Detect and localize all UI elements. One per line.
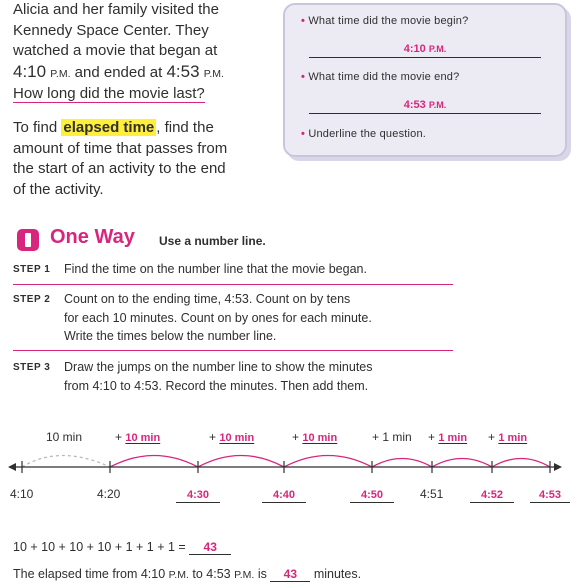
sum-equation: 10 + 10 + 10 + 10 + 1 + 1 + 1 = 43: [13, 540, 231, 555]
tick-label-blank[interactable]: 4:53: [530, 489, 570, 503]
jump-label-1: 10 min: [46, 430, 83, 444]
step-divider: [13, 350, 453, 351]
question-2: • What time did the movie end?: [301, 71, 460, 83]
one-way-icon: [17, 229, 39, 251]
jump-label-6: + 1 min: [428, 430, 468, 444]
problem-text: [13, 0, 273, 105]
step-1-label: STEP 1: [13, 264, 51, 275]
conclusion-sentence: The elapsed time from 4:10 P.M. to 4:53 P.M. is 43 minutes.: [13, 567, 362, 581]
tick-label: 4:10: [10, 487, 34, 501]
step-1-text: Find the time on the number line that the movie began.: [64, 262, 367, 276]
one-way-title: One Way: [50, 226, 135, 248]
bullet-icon: •: [301, 128, 306, 140]
left-arrow-icon: [8, 463, 16, 471]
one-way-subtitle: Use a number line.: [159, 234, 266, 248]
conclusion-answer[interactable]: 43: [270, 567, 310, 582]
tick-label-blank[interactable]: 4:40: [262, 489, 306, 503]
question-1: • What time did the movie begin?: [301, 15, 469, 27]
step-2-label: STEP 2: [13, 294, 51, 305]
number-line: [0, 440, 576, 485]
tick-label-blank[interactable]: 4:30: [176, 489, 220, 503]
jump-arc: [198, 456, 284, 468]
problem-line: watched a movie that began at: [13, 42, 218, 59]
jump-label-7: + 1 min: [488, 430, 528, 444]
definition-text: To find elapsed time , find the amount of time that passes from the start of an activity to the end of the activity.: [13, 119, 228, 198]
right-arrow-icon: [554, 463, 562, 471]
step-3-label: STEP 3: [13, 362, 51, 373]
jump-arc: [110, 456, 198, 468]
jump-label-5: + 1 min: [372, 430, 412, 444]
problem-line: Alicia and her family visited the: [13, 1, 219, 18]
tick-label: 4:51: [420, 487, 444, 501]
problem-line: Kennedy Space Center. They: [13, 21, 209, 39]
tick-label-blank[interactable]: 4:50: [350, 489, 394, 503]
tick-label-blank[interactable]: 4:52: [470, 489, 514, 503]
step-3-text: Draw the jumps on the number line to show the minutes from 4:10 to 4:53. Record the minutes. Then add them.: [64, 360, 373, 393]
jump-arc: [372, 459, 432, 468]
problem-question: How long did the movie last?: [13, 85, 205, 102]
bullet-icon: •: [301, 71, 306, 83]
tick-label: 4:20: [97, 487, 121, 501]
jump-arc: [492, 459, 550, 468]
jump-arc: [284, 456, 372, 468]
highlighted-term: elapsed time: [63, 119, 155, 136]
question-3: • Underline the question.: [301, 128, 427, 140]
bullet-icon: •: [301, 15, 306, 27]
jump-label-2: + 10 min: [115, 430, 161, 444]
jump-arc: [22, 456, 110, 468]
sum-answer[interactable]: 43: [189, 540, 231, 555]
problem-line: 4:10 P.M. and ended at 4:53 P.M.: [13, 61, 224, 81]
step-2-text: Count on to the ending time, 4:53. Count on by tens for each 10 minutes. Count on by ones for each minute. Write the times below the number line.: [64, 292, 372, 343]
jump-label-4: + 10 min: [292, 430, 338, 444]
jump-arc: [432, 459, 492, 468]
guiding-questions-box: [283, 3, 567, 157]
jump-label-3: + 10 min: [209, 430, 255, 444]
answer-1[interactable]: 4:10 P.M.: [309, 43, 541, 58]
step-divider: [13, 284, 453, 285]
answer-2[interactable]: 4:53 P.M.: [309, 99, 541, 114]
